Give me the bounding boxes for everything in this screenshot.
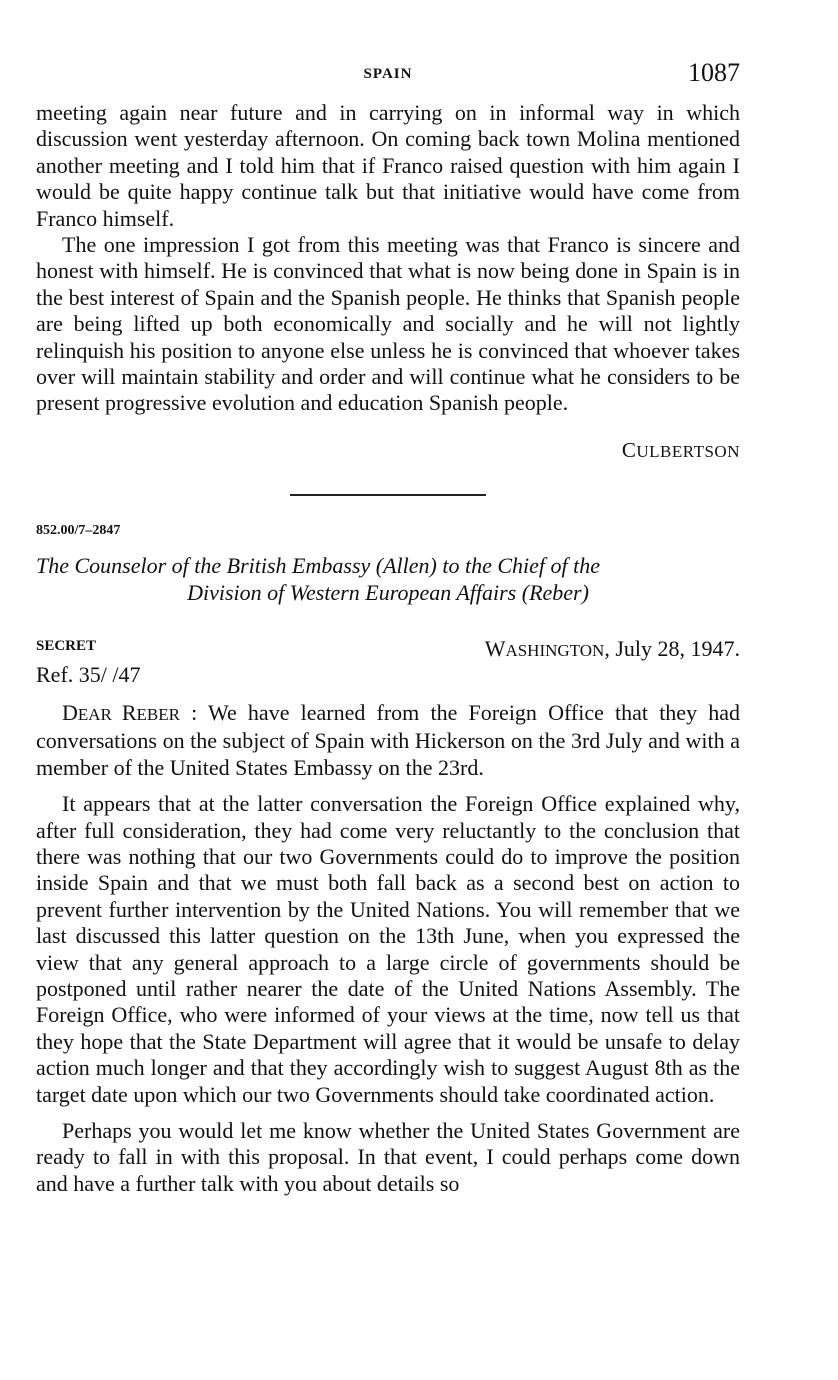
classification-label: SECRET — [36, 637, 97, 654]
dateline-city-rest: ASHINGTON — [505, 640, 605, 660]
salutation-name-initial: R — [121, 699, 137, 725]
body-paragraph: The one impression I got from this meeting was that Franco is sincere and honest with himself. He is convinced that what is now being done in Spain is in the best interest of Spain and the Spanish people. He thinks that Spanish people are being lifted up both economically and socially and he will not lightly relinquish his position to anyone else unless he is convinced that whoever takes over will maintain stability and order and will continue what he considers to be present progressive evolution and education Spanish people. — [36, 232, 740, 416]
salutation-colon: : — [179, 699, 208, 725]
running-title: SPAIN — [363, 66, 413, 82]
document-page — [36, 0, 740, 1197]
reference-number: Ref. 35/ /47 — [36, 661, 141, 687]
salutation-name-rest: EBER — [136, 704, 180, 724]
salutation-dear-initial: D — [62, 699, 78, 725]
signature-rest: ULBERTSON — [636, 441, 740, 461]
meta-row — [36, 636, 740, 662]
salutation-dear-rest: EAR — [77, 704, 122, 724]
page-number: 1087 — [688, 58, 740, 87]
body-paragraph: It appears that at the latter conversation the Foreign Office explained why, after full consideration, they had come very reluctantly to the conclusion that there was nothing that our two Governments could do to improve the position inside Spain and that we must both fall back as a second best on action to prevent further intervention by the United Nations. You will remember that we last discussed this latter question on the 13th June, when you expressed the view that any general approach to a large circle of governments should be postponed until rather nearer the date of the United Nations Assembly. The Foreign Office, who were informed of your views at the time, now tell us that they hope that the State Department will agree that it would be unsafe to delay action much longer and that they accordingly wish to suggest August 8th as the target date upon which our two Governments should take coordinated action. — [36, 791, 740, 1107]
opening-paragraph-body: We have learned from the Foreign Office that they had conversations on the subject of Spain with Hickerson on the 3rd July and with a member of the United States Embassy on the 23rd. — [36, 699, 741, 780]
dateline-city-initial: W — [484, 635, 506, 661]
file-number: 852.00/7–2847 — [36, 522, 121, 538]
dateline — [485, 636, 740, 662]
signature-initial: C — [621, 437, 637, 462]
running-head — [36, 0, 740, 100]
first-document — [36, 100, 740, 463]
heading-line-1: The Counselor of the British Embassy (Allen) to the Chief of the — [36, 552, 600, 578]
salutation — [62, 700, 208, 725]
section-divider — [290, 494, 486, 496]
body-paragraph: Perhaps you would let me know whether the United States Government are ready to fall in with this proposal. In that event, I could perhaps come down and have a further talk with you about details so — [36, 1117, 740, 1196]
signature — [36, 437, 740, 463]
dateline-date: , July 28, 1947. — [604, 635, 740, 661]
document-heading — [36, 552, 740, 606]
second-document — [36, 520, 740, 1197]
heading-line-2: Division of Western European Affairs (Reber) — [187, 579, 589, 605]
letter-opening-paragraph — [36, 700, 740, 781]
continued-paragraph: meeting again near future and in carrying on in informal way in which discussion went yesterday afternoon. On coming back town Molina mentioned another meeting and I told him that if Franco raised question with him again I would be quite happy continue talk but that initiative would have come from Franco himself. — [36, 100, 740, 231]
